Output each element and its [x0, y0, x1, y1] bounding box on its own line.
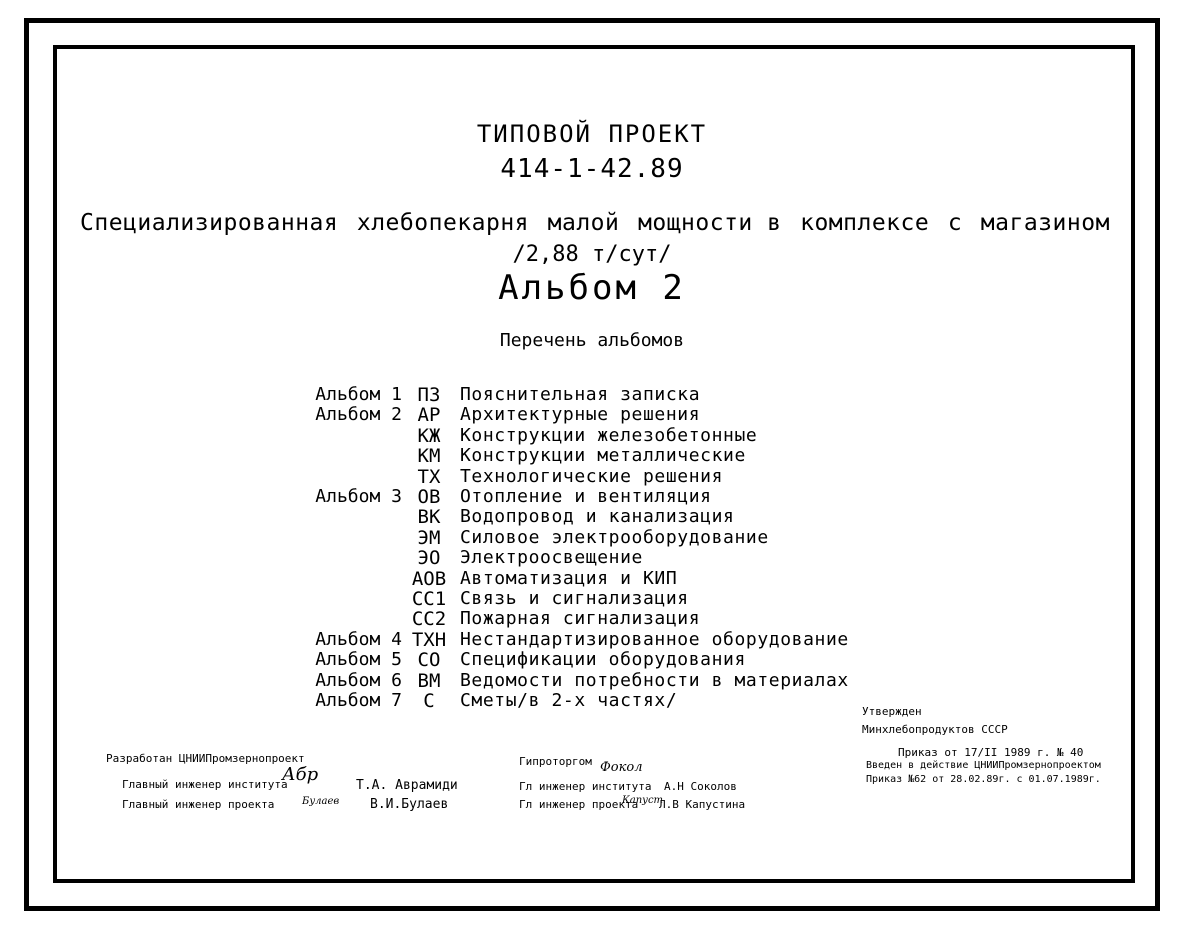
album-number: Альбом 1: [315, 384, 402, 405]
section-code: СС2: [411, 608, 447, 631]
section-description: Электроосвещение: [460, 547, 643, 569]
list-item: [290, 608, 890, 631]
approval-order2: Приказ №62 от 28.02.89г. с 01.07.1989г.: [866, 774, 1101, 785]
signature-bulaev: Булаев: [302, 796, 340, 807]
list-item: [290, 629, 890, 649]
signature-avramidi: Абр: [282, 764, 319, 785]
section-code: СС1: [411, 588, 447, 610]
album-number: Альбом 4: [315, 628, 402, 650]
section-code: АОВ: [411, 567, 447, 590]
section-code: ЭМ: [417, 526, 441, 549]
section-code: ТХН: [411, 628, 447, 651]
section-description: Связь и сигнализация: [460, 588, 689, 609]
album-number: Альбом 2: [315, 404, 402, 426]
section-code: ОВ: [417, 486, 441, 508]
list-item: [290, 588, 890, 608]
list-item: [290, 425, 890, 445]
title-word: комплексе: [800, 210, 930, 236]
list-item: [290, 568, 890, 588]
section-description: Автоматизация и КИП: [460, 567, 678, 589]
list-item: [290, 404, 890, 427]
approval-approved: Утвержден: [862, 705, 922, 718]
list-item: [290, 690, 890, 710]
section-description: Конструкции металлические: [460, 445, 746, 467]
section-description: Спецификации оборудования: [460, 649, 746, 671]
section-description: Отопление и вентиляция: [460, 486, 712, 507]
section-description: Конструкции железобетонные: [460, 424, 758, 446]
title-word: магазином: [980, 210, 1110, 236]
title-word: с: [947, 210, 963, 236]
section-code: ПЗ: [417, 384, 441, 406]
album-title: Альбом 2: [498, 268, 686, 308]
section-code: С: [423, 690, 435, 712]
section-code: ТХ: [417, 465, 441, 488]
list-item: [290, 527, 890, 547]
giprotorg-chief-engineer-project-name: Л.В Капустина: [659, 798, 746, 811]
giprotorg-chief-engineer-institute-name: А.Н Соколов: [664, 780, 737, 793]
section-description: Пояснительная записка: [460, 384, 701, 405]
giprotorg-label: Гипроторгом: [519, 755, 592, 768]
albums-list-title: Перечень альбомов: [499, 330, 685, 351]
list-item: [290, 445, 890, 468]
chief-engineer-project-name: В.И.Булаев: [370, 797, 449, 812]
chief-engineer-institute-label: Главный инженер института: [122, 778, 288, 791]
giprotorg-chief-engineer-institute-label: Гл инженер института: [519, 780, 652, 793]
approval-enacted: Введен в действие ЦНИИПромзернопроектом: [866, 760, 1101, 771]
section-description: Силовое электрооборудование: [460, 526, 769, 548]
heading-typical-project: ТИПОВОЙ ПРОЕКТ: [476, 120, 708, 148]
title-word: малой: [547, 210, 620, 236]
project-number: 414-1-42.89: [500, 154, 684, 184]
section-description: Архитектурные решения: [460, 404, 701, 426]
chief-engineer-institute-name: Т.А. Аврамиди: [356, 778, 458, 793]
albums-list: [290, 384, 890, 714]
list-item: [290, 670, 890, 690]
list-item: [290, 547, 890, 570]
album-number: Альбом 6: [315, 669, 402, 691]
album-number: Альбом 7: [315, 690, 402, 711]
section-code: СО: [417, 649, 441, 672]
section-code: КМ: [417, 445, 441, 468]
section-description: Сметы/в 2-х частях/: [460, 690, 678, 711]
signature-kapustina: Капуст: [622, 795, 664, 806]
chief-engineer-project-label: Главный инженер проекта: [122, 798, 275, 811]
section-code: ВМ: [417, 669, 441, 692]
section-code: АР: [417, 404, 441, 427]
project-title: [80, 210, 1110, 236]
giprotorg-chief-engineer-project-label: Гл инженер проекта: [519, 798, 639, 811]
developer-label: Разработан ЦНИИПромзернопроект: [106, 752, 305, 765]
capacity: /2,88 т/сут/: [512, 242, 672, 267]
signature-sokolov: Фокол: [600, 760, 643, 775]
section-description: Пожарная сигнализация: [460, 608, 701, 630]
section-code: ВК: [417, 506, 441, 529]
album-number: Альбом 3: [315, 486, 402, 507]
approval-order: Приказ от 17/II 1989 г. № 40: [898, 746, 1084, 759]
section-description: Водопровод и канализация: [460, 506, 735, 528]
list-item: [290, 384, 890, 404]
approval-ministry: Минхлебопродуктов СССР: [862, 723, 1008, 736]
section-description: Технологические решения: [460, 465, 724, 487]
section-code: ЭО: [417, 547, 441, 570]
list-item: [290, 649, 890, 672]
title-word: хлебопекарня: [356, 210, 530, 236]
list-item: [290, 466, 890, 486]
title-word: мощности в: [638, 210, 782, 236]
section-description: Ведомости потребности в материалах: [460, 669, 849, 691]
list-item: [290, 486, 890, 506]
section-code: КЖ: [417, 424, 441, 447]
list-item: [290, 506, 890, 529]
section-description: Нестандартизированное оборудование: [460, 628, 849, 650]
album-number: Альбом 5: [315, 649, 402, 671]
title-word: Специализированная: [80, 210, 339, 236]
